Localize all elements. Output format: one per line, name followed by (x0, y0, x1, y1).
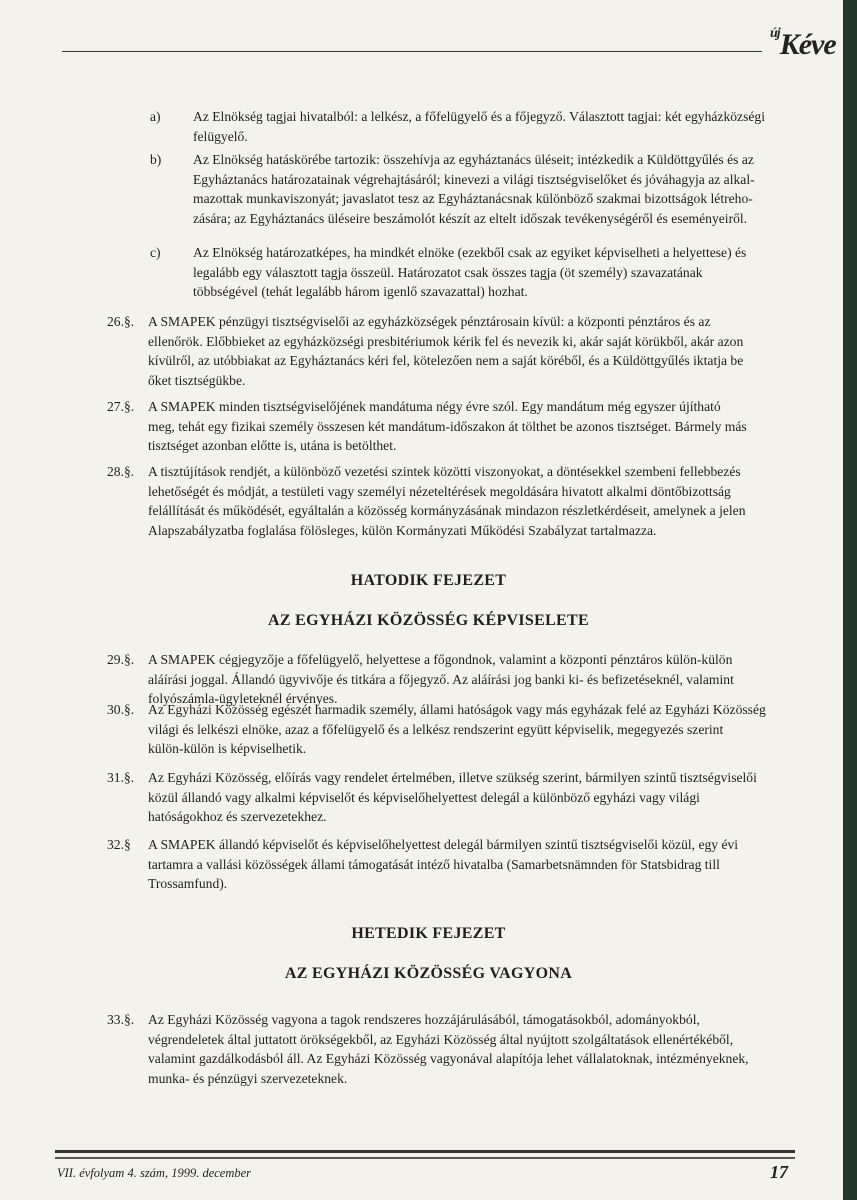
text-line: A SMAPEK cégjegyzője a főfelügyelő, helyettese a főgondnok, valamint a központi pénztáros külön-külön (148, 652, 733, 667)
text-line: közül állandó vagy alkalmi képviselőt és képviselőhelyettest delegál a különböző egyházi vagy világi (148, 789, 700, 805)
chapter-title: AZ EGYHÁZI KÖZÖSSÉG VAGYONA (284, 965, 573, 982)
item-label: 30.§. (107, 702, 135, 717)
magazine-logo (770, 28, 836, 62)
text-line: külön-külön is képviselhetik. (148, 741, 307, 756)
text-line: Az Elnökség tagjai hivatalból: a lelkész, a főfelügyelő és a főjegyző. Választott tagjai: két egyházközségi (193, 109, 765, 124)
item-label: 28.§. (107, 464, 135, 479)
item-label: 26.§. (107, 314, 135, 329)
section-paragraph (107, 312, 743, 390)
section-paragraph (107, 835, 738, 894)
text-line: A SMAPEK pénzügyi tisztségviselői az egyházközségek pénztárosain kívül: a központi pénztáros és az (148, 314, 711, 329)
item-label: 32.§ (107, 837, 131, 852)
text-line: Az Egyházi Közösség egészét harmadik személy, állami hatóságok vagy más egyházak felé az Egyházi Közösség (148, 702, 766, 717)
item-label: 29.§. (107, 652, 135, 667)
section-paragraph (107, 768, 757, 827)
section-paragraph (107, 462, 746, 540)
text-line: munka- és pénzügyi szervezeteknek. (148, 1070, 348, 1086)
header-rule (62, 51, 762, 52)
item-label: 27.§. (107, 399, 135, 414)
text-line: tartamra a vallási közösségek állami támogatását intéző hivatalba (Samarbetsnämnden för Statsbidrag till (148, 856, 720, 872)
text-line: A tisztújítások rendjét, a különböző vezetési szintek közötti viszonyokat, a döntésekkel szembeni fellebbezés (148, 464, 741, 479)
section-paragraph (107, 1010, 749, 1088)
chapter-heading: HATODIK FEJEZET (350, 572, 507, 589)
item-label: 33.§. (107, 1012, 135, 1027)
section-paragraph (107, 397, 747, 456)
page-number: 17 (770, 1162, 788, 1182)
scan-edge (843, 0, 857, 1200)
text-line: Trossamfund). (148, 876, 228, 891)
footer-rule (55, 1157, 795, 1159)
list-item (150, 243, 746, 302)
text-line: tisztséget azonban előtte is, utána is betölthet. (148, 438, 397, 453)
text-line: folyószámla-ügyleteknél érvényes. (148, 691, 338, 706)
text-line: valamint gazdálkodásból áll. Az Egyházi Közösség vagyonával alapítója lehet vállalatoknak, intézményeknek, (148, 1051, 749, 1066)
text-line: Az Egyházi Közösség vagyona a tagok rendszeres hozzájárulásából, támogatásokból, adományokból, (148, 1012, 700, 1027)
text-line: Egyháztanács határozatainak végrehajtásáról; kinevezi a világi tisztségviselőket és jóváhagyja az alkal- (193, 171, 755, 187)
text-line: világi és lelkészi elnöke, azaz a főfelügyelő és a lelkész rendszerint együtt képviselik, megegyezés szerint (148, 721, 724, 737)
text-line: legalább egy választott tagja összeül. Határozatot csak összes tagja (öt személy) szavazatának (193, 264, 703, 280)
text-line: Az Egyházi Közösség, előírás vagy rendelet értelmében, illetve szükség szerint, bármilyen szintű tisztségviselői (148, 770, 757, 785)
text-line: őket tisztségükbe. (148, 372, 246, 388)
text-line: zására; az Egyháztanács üléseire beszámolót készít az eltelt időszak tevékenységéről és eseményeiről. (193, 210, 748, 226)
item-label: c) (150, 245, 161, 260)
item-label: 31.§. (107, 770, 135, 785)
text-line: Alapszabályzatba foglalása fölösleges, külön Kormányzati Működési Szabályzat tartalmazza. (148, 522, 657, 538)
item-label: a) (150, 109, 161, 124)
issue-info: VII. évfolyam 4. szám, 1999. december (57, 1166, 252, 1180)
footer-rule (55, 1150, 795, 1153)
text-line: végrendeletek által juttatott örökségekből, az Egyházi Közösség által nyújtott szolgáltatások ellenértékéből, (148, 1031, 734, 1047)
text-line: mazottak munkaviszonyát; javaslatot tesz az Egyháztanácsnak különböző szakmai bizottságok létreho- (193, 191, 753, 206)
section-paragraph (107, 700, 766, 759)
text-line: hatóságokhoz és szervezetekhez. (148, 809, 327, 824)
text-line: felügyelő. (193, 128, 248, 144)
text-line: felállítását és működését, egyáltalán a közösség kormányzásának mindazon részletkérdéseit, amelynek a jelen (148, 503, 746, 518)
chapter-heading: HETEDIK FEJEZET (351, 925, 506, 942)
text-line: többségével (tehát legalább három igenlő szavazattal) hozhat. (193, 284, 528, 299)
logo-main: Kéve (779, 28, 836, 61)
item-label: b) (150, 152, 162, 167)
text-line: lehetőségét és módját, a testületi vagy személyi nézeteltérések megoldására hivatott alkalmi döntőbizottság (148, 483, 731, 499)
text-line: kívülről, az utóbbiakat az Egyháztanács kéri fel, kötelezően nem a saját köréből, és a Küldöttgyűlés iktatja be (148, 353, 744, 368)
text-line: A SMAPEK állandó képviselőt és képviselőhelyettest delegál bármilyen szintű tisztségviselői közül, egy évi (148, 837, 739, 852)
chapter-title: AZ EGYHÁZI KÖZÖSSÉG KÉPVISELETE (268, 612, 589, 629)
list-item (150, 150, 755, 228)
text-line: A SMAPEK minden tisztségviselőjének mandátuma négy évre szól. Egy mandátum még egyszer újítható (148, 399, 721, 414)
logo-prefix: új (770, 26, 780, 41)
list-item (150, 107, 765, 146)
text-line: meg, tehát egy fizikai személy összesen két mandátum-időszakon át tölthet be azonos tisztséget. Bármely más (148, 418, 747, 434)
text-line: aláírási joggal. Állandó ügyvivője és titkára a főjegyző. Az aláírási jog banki ki- és befizetéseknél, valamint (148, 671, 734, 687)
text-line: Az Elnökség határozatképes, ha mindkét elnöke (ezekből csak az egyiket képviselheti a helyettese) és (193, 245, 747, 260)
text-line: ellenőrök. Előbbieket az egyházközségi presbitériumok kérik fel és nevezik ki, akár saját körükből, akár azon (148, 333, 744, 349)
text-line: Az Elnökség hatáskörébe tartozik: összehívja az egyháztanács üléseit; intézkedik a Küldöttgyűlés és az (193, 152, 754, 167)
